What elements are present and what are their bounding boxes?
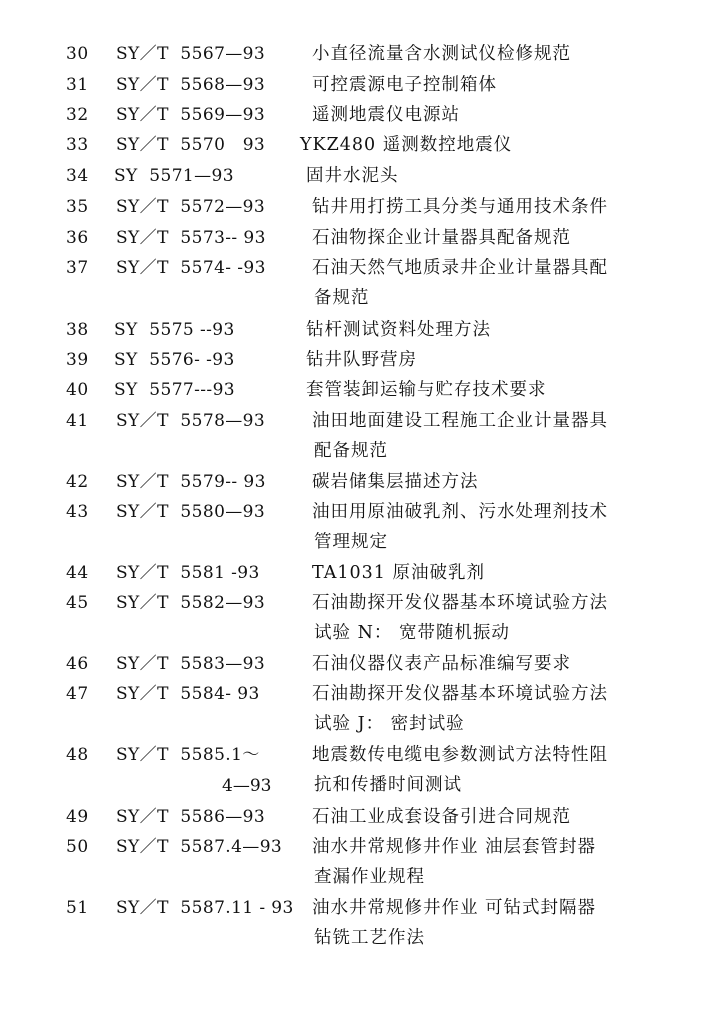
standard-title: 钻井队野营房	[306, 350, 417, 370]
standard-title: 油田用原油破乳剂、污水处理剂技术	[312, 502, 608, 522]
item-number: 45	[66, 593, 89, 613]
item-number: 38	[66, 320, 89, 340]
standard-title: 小直径流量含水测试仪检修规范	[312, 44, 571, 64]
list-item	[0, 409, 724, 461]
standard-title-continued: 钻铣工艺作法	[314, 928, 425, 948]
item-number: 42	[66, 472, 89, 492]
standard-title-continued: 抗和传播时间测试	[314, 775, 462, 795]
standard-title: 油水井常规修井作业 油层套管封器	[312, 837, 597, 857]
standard-title-continued: 备规范	[314, 288, 370, 308]
list-item	[0, 42, 724, 74]
standard-title: 油田地面建设工程施工企业计量器具	[312, 411, 608, 431]
item-number: 43	[66, 502, 89, 522]
list-item	[0, 682, 724, 734]
standard-title: 钻杆测试资料处理方法	[306, 320, 491, 340]
list-item	[0, 133, 724, 165]
item-number: 39	[66, 350, 89, 370]
item-number: 47	[66, 684, 89, 704]
item-number: 33	[66, 135, 89, 155]
standard-title-continued: 查漏作业规程	[314, 867, 425, 887]
standard-title: 石油天然气地质录井企业计量器具配	[312, 258, 608, 278]
item-number: 48	[66, 745, 89, 765]
standard-code: SY／T 5586—93	[116, 807, 266, 827]
list-item	[0, 896, 724, 948]
standard-title: 碳岩储集层描述方法	[312, 472, 479, 492]
standard-title: YKZ480 遥测数控地震仪	[300, 135, 513, 155]
standard-title: 油水井常规修井作业 可钻式封隔器	[312, 898, 597, 918]
standard-title: 石油物探企业计量器具配备规范	[312, 228, 571, 248]
standard-code: SY／T 5579-- 93	[116, 472, 266, 492]
standard-code: SY／T 5583—93	[116, 654, 266, 674]
list-item	[0, 591, 724, 643]
standard-code: SY／T 5585.1～	[116, 745, 260, 765]
list-item	[0, 652, 724, 684]
item-number: 49	[66, 807, 89, 827]
standard-code: SY／T 5587.4—93	[116, 837, 283, 857]
item-number: 51	[66, 898, 89, 918]
list-item	[0, 348, 724, 380]
list-item	[0, 256, 724, 308]
standard-title-continued: 管理规定	[314, 532, 388, 552]
item-number: 41	[66, 411, 89, 431]
item-number: 46	[66, 654, 89, 674]
standard-code: SY／T 5569—93	[116, 105, 266, 125]
list-item	[0, 73, 724, 105]
standard-code: SY／T 5587.11 - 93	[116, 898, 294, 918]
standard-title: 固井水泥头	[306, 166, 399, 186]
standard-title: 钻井用打捞工具分类与通用技术条件	[312, 197, 608, 217]
standard-title-continued: 试验 N： 宽带随机振动	[314, 623, 510, 643]
standard-title-continued: 配备规范	[314, 441, 388, 461]
standard-code: SY／T 5570 93	[116, 135, 266, 155]
standard-title: 地震数传电缆电参数测试方法特性阻	[312, 745, 608, 765]
list-item	[0, 805, 724, 837]
standard-code: SY／T 5580—93	[116, 502, 266, 522]
list-item	[0, 195, 724, 227]
list-item	[0, 835, 724, 887]
item-number: 37	[66, 258, 89, 278]
standard-code: SY／T 5567—93	[116, 44, 266, 64]
item-number: 30	[66, 44, 89, 64]
standard-code: SY／T 5574- -93	[116, 258, 266, 278]
standard-title: TA1031 原油破乳剂	[312, 563, 485, 583]
item-number: 50	[66, 837, 89, 857]
item-number: 44	[66, 563, 89, 583]
list-item	[0, 743, 724, 796]
list-item	[0, 500, 724, 552]
standard-title: 可控震源电子控制箱体	[312, 75, 497, 95]
standard-title: 石油勘探开发仪器基本环境试验方法	[312, 593, 608, 613]
standard-code: SY／T 5578—93	[116, 411, 266, 431]
item-number: 40	[66, 380, 89, 400]
standard-code: SY／T 5572—93	[116, 197, 266, 217]
standard-code: SY 5577---93	[114, 380, 236, 400]
item-number: 36	[66, 228, 89, 248]
list-item	[0, 226, 724, 258]
standard-title: 石油勘探开发仪器基本环境试验方法	[312, 684, 608, 704]
standard-code: SY 5576- -93	[114, 350, 235, 370]
list-item	[0, 103, 724, 135]
item-number: 35	[66, 197, 89, 217]
standard-code: SY 5575 --93	[114, 320, 235, 340]
list-item	[0, 378, 724, 410]
list-item	[0, 561, 724, 593]
standard-code: SY／T 5573-- 93	[116, 228, 266, 248]
item-number: 34	[66, 166, 89, 186]
standard-title: 石油仪器仪表产品标准编写要求	[312, 654, 571, 674]
item-number: 32	[66, 105, 89, 125]
standard-code: SY／T 5584- 93	[116, 684, 260, 704]
standard-title: 石油工业成套设备引进合同规范	[312, 807, 571, 827]
standard-code: SY／T 5568—93	[116, 75, 266, 95]
list-item	[0, 470, 724, 502]
standard-code-continued: 4—93	[222, 776, 272, 796]
item-number: 31	[66, 75, 89, 95]
list-item	[0, 164, 724, 196]
standard-title: 遥测地震仪电源站	[312, 105, 460, 125]
standard-code: SY／T 5581 -93	[116, 563, 260, 583]
standard-code: SY 5571—93	[114, 166, 234, 186]
standard-code: SY／T 5582—93	[116, 593, 266, 613]
list-item	[0, 318, 724, 350]
standard-title: 套管装卸运输与贮存技术要求	[306, 380, 547, 400]
standard-title-continued: 试验 J： 密封试验	[314, 714, 465, 734]
